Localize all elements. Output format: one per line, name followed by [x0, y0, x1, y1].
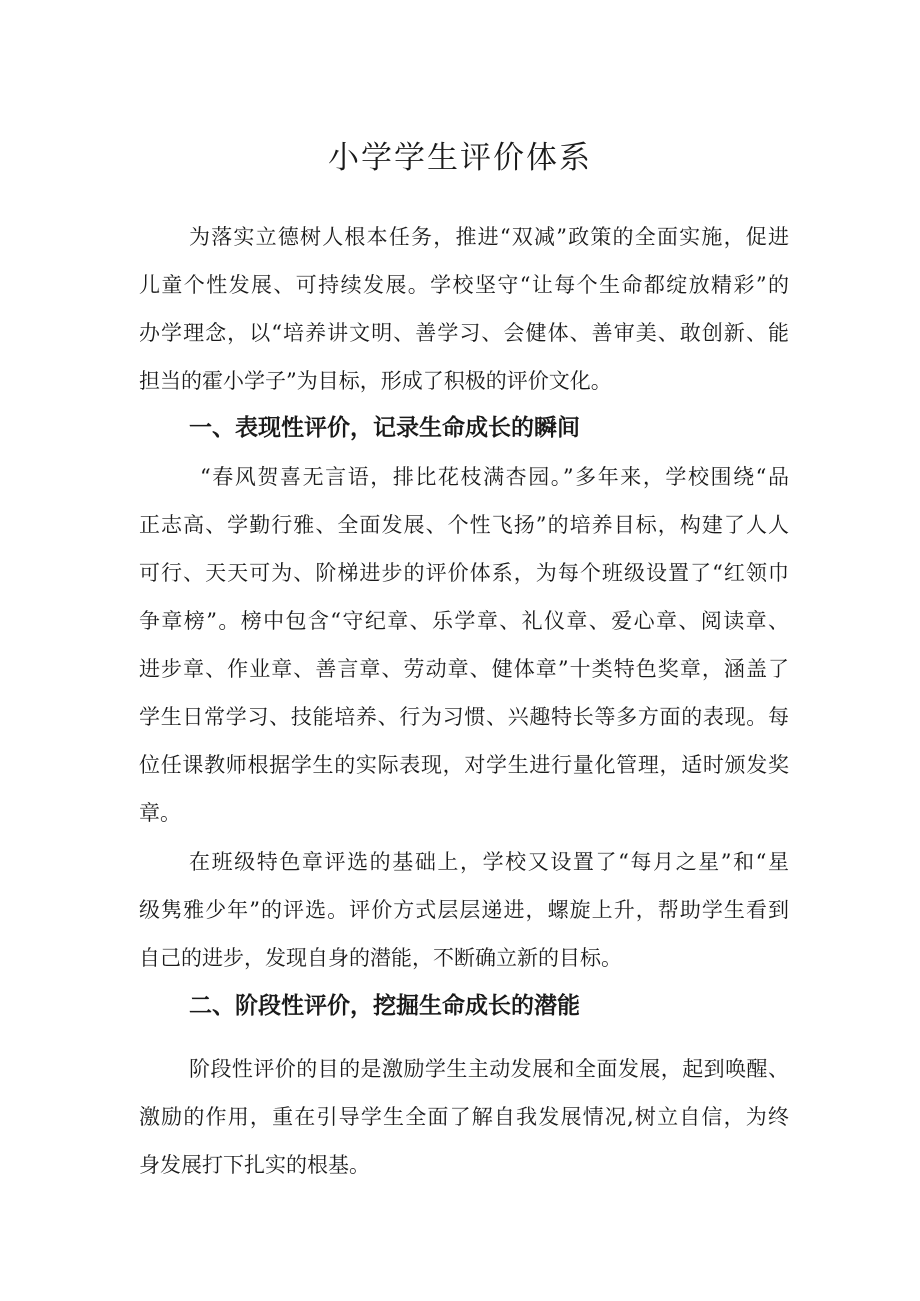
section1-para1-line: 正志高、学勤行雅、全面发展、个性飞扬”的培养目标，构建了人人: [139, 513, 789, 537]
section1-para1-line: 学生日常学习、技能培养、行为习惯、兴趣特长等多方面的表现。每: [139, 705, 789, 729]
section1-para1-line: 章。: [139, 801, 181, 825]
section1-para2-line: 级隽雅少年”的评选。评价方式层层递进，螺旋上升，帮助学生看到: [139, 898, 789, 922]
section1-para1-line: 进步章、作业章、善言章、劳动章、健体章”十类特色奖章，涵盖了: [139, 657, 789, 681]
section1-para1-line: 争章榜”。榜中包含“守纪章、乐学章、礼仪章、爱心章、阅读章、: [139, 609, 789, 633]
section1-para2-line: 自己的进步，发现自身的潜能，不断确立新的目标。: [139, 946, 622, 970]
section2-para1-line: 阶段性评价的目的是激励学生主动发展和全面发展，起到唤醒、: [189, 1057, 789, 1081]
intro-line: 办学理念，以“培养讲文明、善学习、会健体、善审美、敢创新、能: [139, 321, 789, 345]
intro-line: 儿童个性发展、可持续发展。学校坚守“让每个生命都绽放精彩”的: [139, 273, 789, 297]
section1-para1-line: “春风贺喜无言语，排比花枝满杏园。”多年来，学校围绕“品: [200, 465, 789, 489]
document-title: 小学学生评价体系: [328, 140, 592, 176]
section2-para1-line: 身发展打下扎实的根基。: [139, 1153, 370, 1177]
section1-para2-line: 在班级特色章评选的基础上，学校又设置了“每月之星”和“星: [189, 850, 789, 874]
intro-line: 为落实立德树人根本任务，推进“双减”政策的全面实施，促进: [189, 225, 789, 249]
section1-para1-line: 位任课教师根据学生的实际表现，对学生进行量化管理，适时颁发奖: [139, 753, 789, 777]
intro-line: 担当的霍小学子”为目标，形成了积极的评价文化。: [139, 369, 612, 393]
section1-heading: 一、表现性评价，记录生命成长的瞬间: [189, 415, 580, 441]
section2-heading: 二、阶段性评价，挖掘生命成长的潜能: [189, 993, 580, 1019]
section2-para1-line: 激励的作用，重在引导学生全面了解自我发展情况,树立自信，为终: [139, 1105, 789, 1129]
section1-para1-line: 可行、天天可为、阶梯进步的评价体系，为每个班级设置了“红领巾: [139, 561, 789, 585]
